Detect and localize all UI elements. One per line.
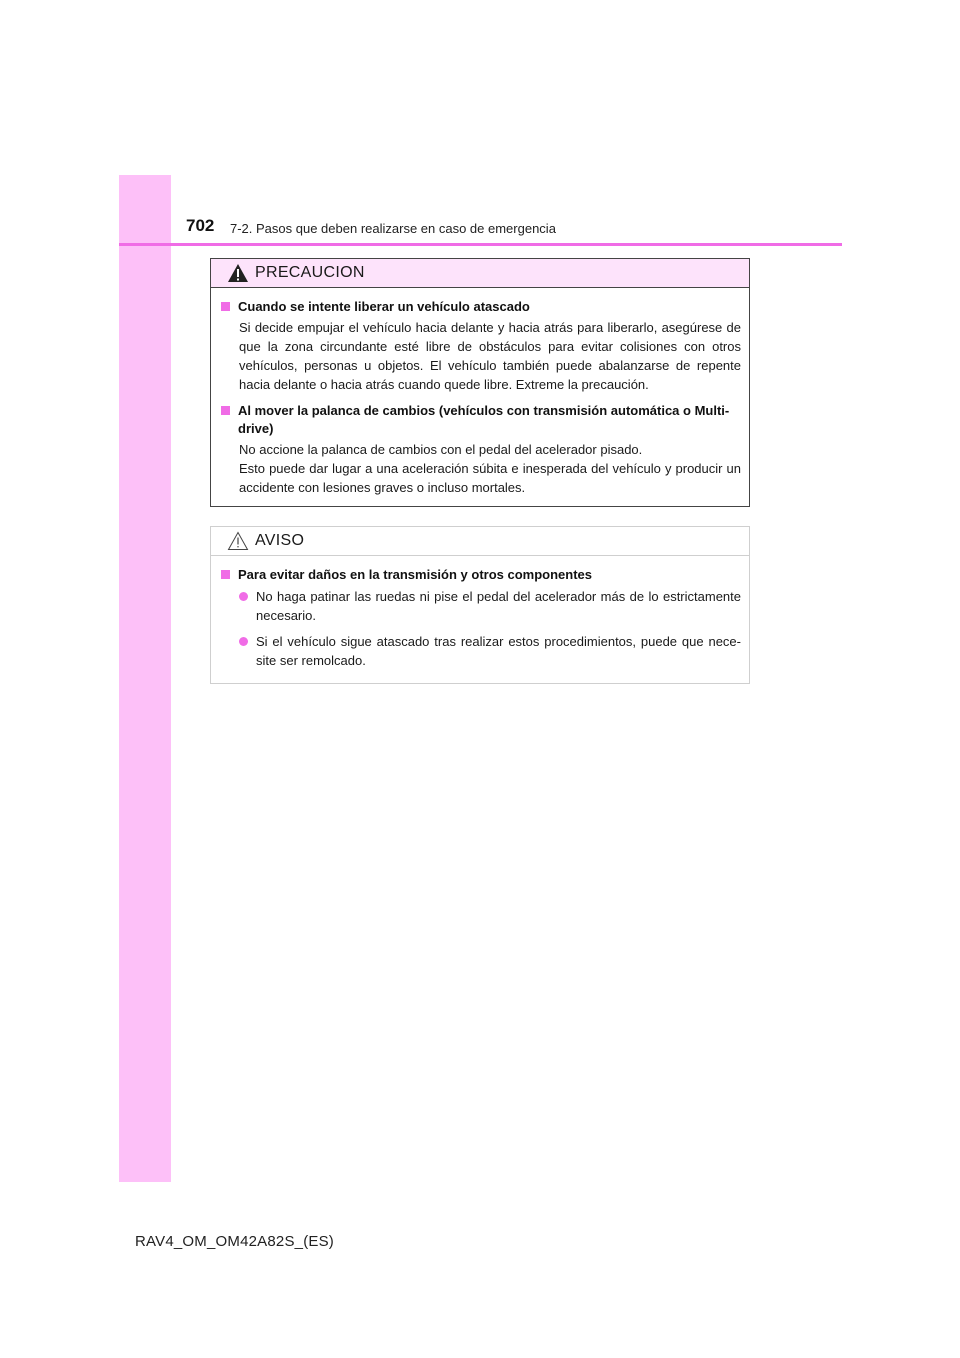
precaucion-item-title [221, 298, 741, 316]
precaucion-header [211, 259, 749, 288]
side-color-band [119, 175, 171, 1182]
warning-triangle-filled-icon [227, 263, 249, 283]
precaucion-label: PRECAUCION [255, 264, 365, 281]
aviso-box [210, 526, 750, 684]
aviso-item-title [221, 566, 741, 584]
square-bullet-icon [221, 302, 230, 311]
precaucion-item-text: Si decide empujar el vehículo hacia delante y hacia atrás para liberarlo, asegúrese de que la zona circundante esté libre de obstáculos para evitar colisiones con otros vehículos, personas u objetos. El vehículo también puede abalanzarse de repente hacia delante o hacia atrás cuando quede libre. Extreme la precaución. [239, 320, 741, 392]
aviso-item-title-text: Para evitar daños en la transmisión y otros componentes [238, 567, 592, 582]
section-title: 7-2. Pasos que deben realizarse en caso de emergencia [230, 221, 556, 236]
aviso-header [211, 527, 749, 556]
square-bullet-icon [221, 570, 230, 579]
page-number: 702 [186, 216, 215, 235]
document-code: RAV4_OM_OM42A82S_(ES) [135, 1233, 335, 1250]
warning-triangle-outline-icon [227, 531, 249, 551]
aviso-label: AVISO [255, 532, 305, 549]
precaucion-item-title-text: Al mover la palanca de cambios (vehículos con transmisión automática o Multi-drive) [238, 403, 730, 436]
aviso-body [211, 556, 749, 670]
precaucion-item-text: No accione la palanca de cambios con el pedal del acelerador pisado. [239, 442, 643, 457]
round-bullet-icon [239, 592, 248, 601]
aviso-bullet: Si el vehículo sigue atascado tras realizar estos procedimientos, puede que nece-site ser remolcado. [239, 632, 741, 670]
precaucion-box [210, 258, 750, 507]
precaucion-item-title [221, 402, 741, 438]
aviso-bullet: No haga patinar las ruedas ni pise el pedal del acelerador más de lo estrictamente necesario. [239, 587, 741, 625]
round-bullet-icon [239, 637, 248, 646]
header-rule [119, 243, 842, 246]
square-bullet-icon [221, 406, 230, 415]
precaucion-body [211, 288, 749, 497]
precaucion-item-title-text: Cuando se intente liberar un vehículo atascado [238, 299, 530, 314]
precaucion-item-text: Esto puede dar lugar a una aceleración súbita e inesperada del vehículo y producir un accidente con lesiones graves o incluso mortales. [239, 461, 741, 495]
